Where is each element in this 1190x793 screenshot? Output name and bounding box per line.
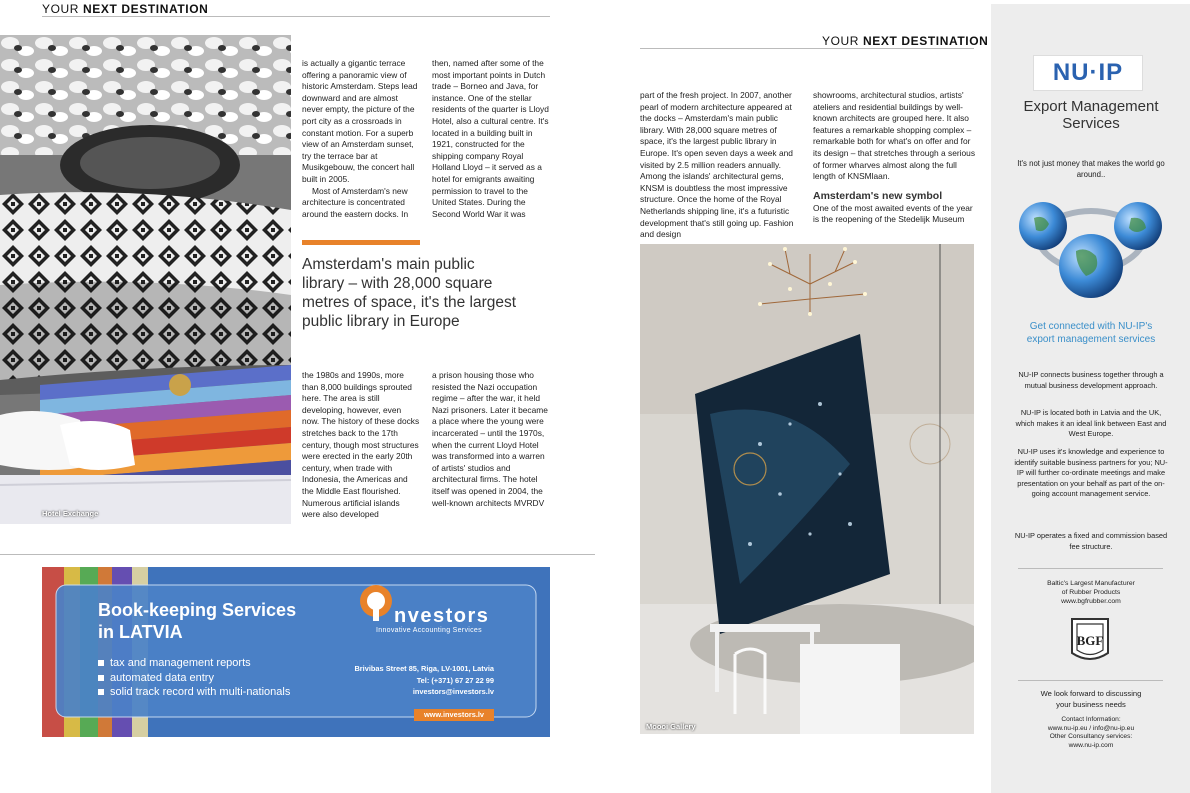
nu-ip-logo[interactable] — [1033, 55, 1143, 91]
sidebar-rule — [1018, 680, 1163, 681]
article-col1-top — [302, 58, 420, 220]
ad-bullet-text: solid track record with multi-nationals — [110, 686, 291, 698]
nu-ip-logo-text: NU·IP — [1052, 59, 1124, 86]
paragraph: Most of Amsterdam's new architecture is concentrated around the eastern docks. In — [302, 185, 409, 219]
gallery-illustration — [640, 244, 974, 734]
ad-bullet — [98, 685, 290, 700]
photo-caption-right: Moooi Gallery — [646, 722, 696, 731]
ad-email[interactable]: investors@investors.lv — [412, 687, 494, 696]
header-rule-right — [640, 48, 974, 49]
forward-line1: We look forward to discussing — [1040, 689, 1142, 698]
investors-logo — [358, 583, 394, 628]
article-subhead: Amsterdam's new symbol — [813, 189, 943, 202]
moooi-gallery-photo — [640, 244, 974, 734]
pull-quote: Amsterdam's main public library – with 28,000 square metres of space, it's the largest public library in Europe — [302, 256, 517, 330]
sidebar-connect: Get connected with NU-IP's export management services — [1026, 321, 1156, 345]
investors-brand: nvestors — [394, 605, 490, 627]
bullet-icon — [98, 675, 104, 681]
header-prefix: YOUR — [42, 2, 80, 16]
hotel-exchange-photo — [0, 35, 291, 524]
bgf-logo-text: BGF — [1076, 633, 1104, 648]
ad-bullets — [98, 656, 290, 700]
article-col4 — [813, 90, 975, 226]
sidebar-title: Export Management Services — [1023, 98, 1159, 132]
article-col1-bottom — [302, 370, 420, 521]
bgf-line2: of Rubber Products — [1061, 589, 1121, 596]
quote-accent-bar — [302, 240, 420, 245]
bullet-icon — [98, 689, 104, 695]
investors-ad[interactable] — [42, 567, 550, 737]
sidebar-tagline: It's not just money that makes the world go around.. — [1017, 159, 1165, 179]
header-bold: NEXT DESTINATION — [83, 2, 209, 16]
article-col3 — [640, 90, 802, 241]
forward-line2: your business needs — [1056, 699, 1126, 709]
header-bold: NEXT DESTINATION — [863, 34, 989, 48]
bgf-logo[interactable] — [1068, 613, 1112, 667]
paragraph: part of the fresh project. In 2007, another pearl of modern architecture appeared at the docks – Amsterdam's main public library. With 28,000 square metres of space, it's the largest public library in Europe. It's open seven days a week and visited by 2.5 million readers annually. Among the islands' architectural gems, KNSM is doubtless the most impressive structure. Once the home of the Royal Netherlands shipping line, it's a futuristic development that's still going up. Fashion and design — [640, 90, 794, 240]
paragraph: One of the most awaited events of the year is the reopening of the Stedelijk Museum — [813, 202, 973, 225]
ad-bullet-text: tax and management reports — [110, 657, 251, 669]
article-col2-bottom — [432, 370, 550, 509]
ad-address: Brivibas Street 85, Riga, LV-1001, Latvia — [354, 664, 494, 673]
sidebar-rule — [1018, 568, 1163, 569]
ad-bullet-text: automated data entry — [110, 671, 214, 684]
ad-tel: Tel: (+371) 67 27 22 99 — [416, 675, 494, 685]
bgf-url[interactable]: www.bgfrubber.com — [1061, 598, 1121, 605]
ad-url[interactable]: www.investors.lv — [423, 710, 485, 719]
header-prefix: YOUR — [822, 34, 860, 48]
sidebar-para-1: NU-IP connects business together through a mutual business development approach. — [1018, 370, 1164, 390]
bgf-ad-text — [1012, 579, 1170, 606]
sidebar-forward — [1012, 689, 1170, 710]
paragraph: is actually a gigantic terrace offering a panoramic view of historic Amsterdam. Steps lead downward and are almost never empty, the picture of the port city as a crossroads in constant motion. For a superb view of an Amsterdam sunset, try the terrace bar at Musikgebouw, the concert hall built in 2005. — [302, 58, 418, 184]
contact-label: Contact Information: — [1061, 716, 1121, 723]
other-value[interactable]: www.nu-ip.com — [1068, 741, 1114, 749]
section-rule — [0, 554, 595, 555]
ad-contact — [322, 663, 494, 698]
contact-value[interactable]: www.nu-ip.eu / info@nu-ip.eu — [1047, 724, 1135, 732]
sidebar-para-2: NU-IP is located both in Latvia and the UK, which makes it an ideal link between East and West Europe. — [1015, 408, 1167, 438]
sidebar-para-3: NU-IP uses it's knowledge and experience to identify suitable business partners for you; NU-IP will further co-ordinate meetings and make presentation on your behalf as part of the on-going account management service. — [1014, 447, 1168, 498]
photo-caption-left: Hotel Exchange — [42, 509, 99, 518]
investors-tagline: Innovative Accounting Services — [376, 627, 482, 634]
ad-title-line1: Book-keeping Services — [98, 600, 297, 620]
paragraph: a prison housing those who resisted the Nazi occupation regime – after the war, it held Nazi prisoners. Later it became a place where the young were incarcerated – until the 1970s, when the current Lloyd Hotel was transformed into a warren of artists' studios and architectural firms. The hotel itself was opened in 2004, the well-known architects MVRDV — [432, 370, 548, 508]
bgf-logo-icon — [1068, 613, 1112, 667]
bullet-icon — [98, 660, 104, 666]
globes-graphic — [1016, 196, 1166, 300]
ad-bullet — [98, 671, 290, 686]
other-label: Other Consultancy services: — [1049, 733, 1133, 741]
photo-illustration — [0, 35, 291, 524]
ad-title — [98, 599, 296, 643]
globes-icon — [1016, 196, 1166, 300]
sidebar-contact — [1012, 716, 1170, 750]
ad-bullet — [98, 656, 290, 671]
investors-logo-icon — [358, 583, 394, 623]
sidebar-para-4: NU-IP operates a fixed and commission based fee structure. — [1014, 531, 1168, 551]
ad-title-line2: in LATVIA — [98, 622, 183, 642]
header-left — [42, 2, 208, 16]
article-col2-top — [432, 58, 550, 220]
paragraph: the 1980s and 1990s, more than 8,000 buildings sprouted here. The area is still developing, however, even now. The history of these docks stretches back to the 17th century, though most structures were erected in the early 20th century, when trade with Indonesia, the Americas and the Middle East flourished. Numerous artificial islands were also developed — [302, 370, 420, 520]
paragraph: showrooms, architectural studios, artists' ateliers and residential buildings by well-known architects are grouped here. It also features a remarkable shopping complex – remarkable both for what's on offer and for its design – that stretches through a serious of former wharves almost along the full length of KNSMlaan. — [813, 90, 976, 182]
paragraph: then, named after some of the most important points in Dutch trade – Borneo and Java, for instance. One of the stellar residents of the quarter is Lloyd Hotel, also a cultural centre. It's located in a building built in 1921, constructed for the shipping company Royal Holland Lloyd – it served as a hotel for emigrants awaiting permission to travel to the United States. During the Second World War it was — [432, 58, 549, 219]
header-right — [822, 34, 988, 48]
bgf-line1: Baltic's Largest Manufacturer — [1047, 580, 1135, 587]
header-rule — [42, 16, 550, 17]
